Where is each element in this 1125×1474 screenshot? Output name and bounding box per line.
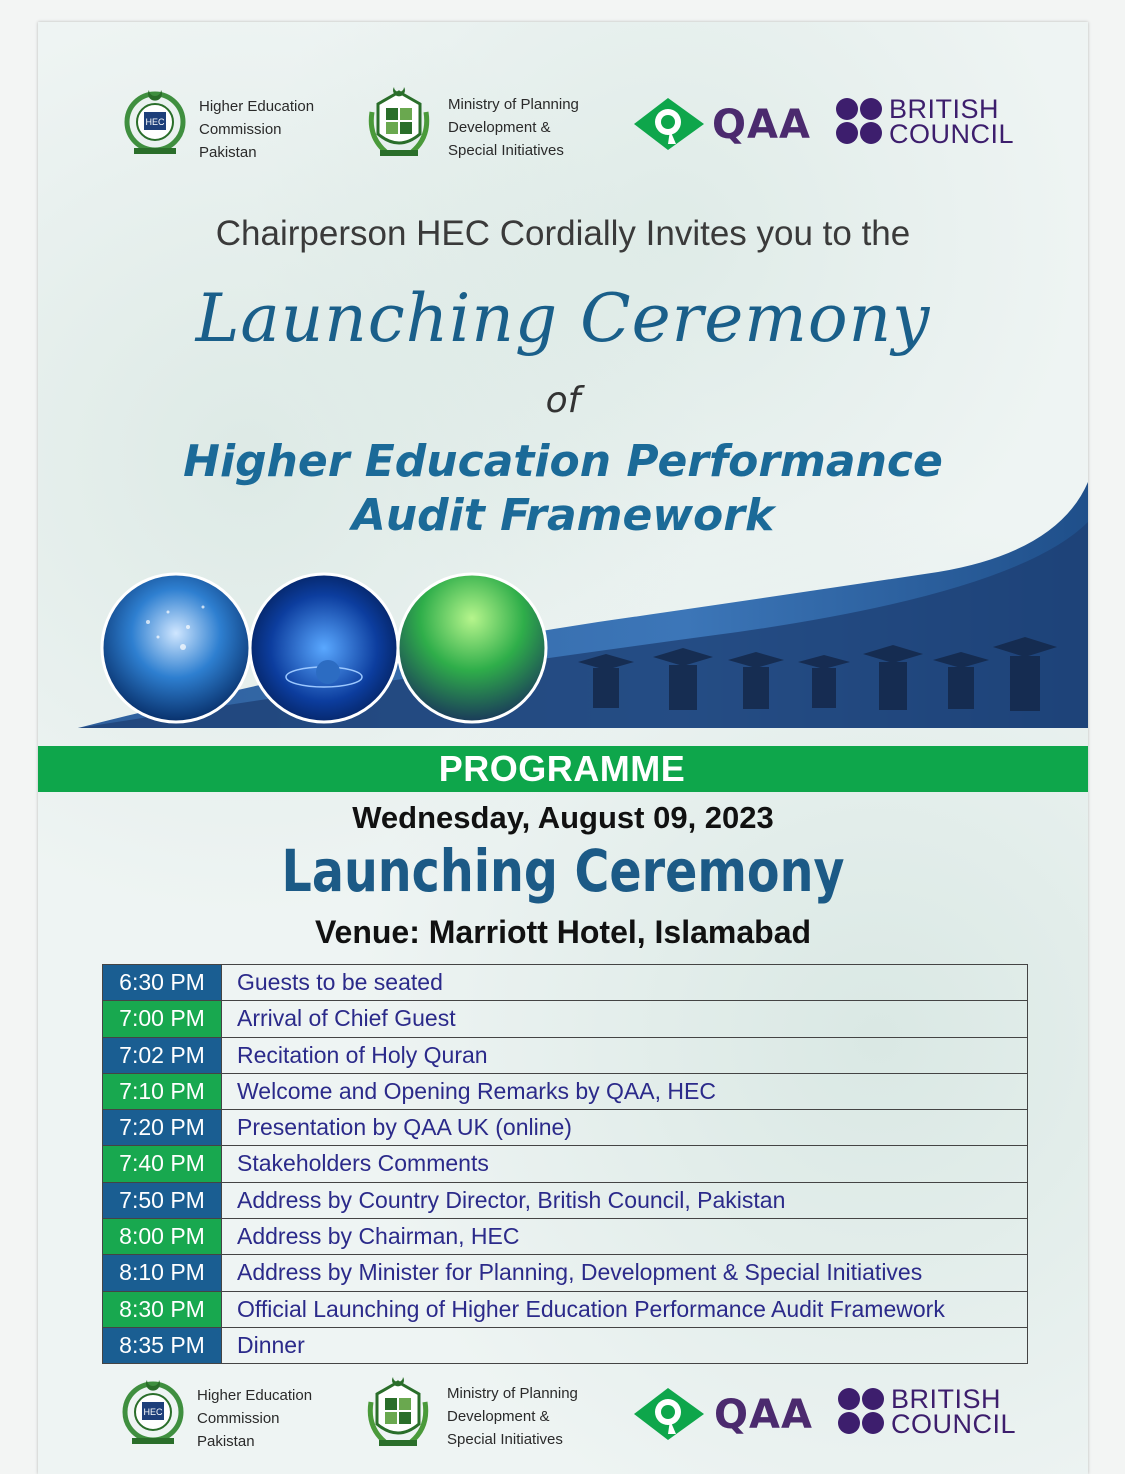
schedule-activity: Stakeholders Comments xyxy=(221,1146,1027,1181)
schedule-row xyxy=(103,1219,1027,1255)
framework-heading-line-2: Audit Framework xyxy=(351,490,775,541)
schedule-row xyxy=(103,1074,1027,1110)
ministry-emblem-icon xyxy=(365,1372,431,1450)
ministry-emblem-icon xyxy=(366,82,432,160)
schedule-row xyxy=(103,1255,1027,1291)
schedule-row xyxy=(103,965,1027,1001)
schedule-time: 7:50 PM xyxy=(103,1183,221,1218)
schedule-activity: Recitation of Holy Quran xyxy=(221,1038,1027,1073)
invitation-line: Chairperson HEC Cordially Invites you to the xyxy=(215,214,911,253)
british-council-dots-icon xyxy=(834,96,884,146)
schedule-time: 8:00 PM xyxy=(103,1219,221,1254)
svg-text:HEC: HEC xyxy=(143,1407,163,1417)
schedule-row xyxy=(103,1292,1027,1328)
hec-logo-text-bottom xyxy=(197,1384,312,1453)
logo-row-bottom xyxy=(38,1372,1088,1462)
schedule-activity: Address by Chairman, HEC xyxy=(221,1219,1027,1254)
qaa-logo-text-bottom: QAA xyxy=(714,1392,813,1438)
decorative-banner xyxy=(38,462,1088,732)
ministry-line-2: Development & xyxy=(447,1408,550,1425)
qaa-mark-icon xyxy=(630,1384,710,1444)
script-title: Launching Ceremony xyxy=(195,280,931,357)
svg-text:HEC: HEC xyxy=(145,117,165,127)
schedule-time: 7:00 PM xyxy=(103,1001,221,1036)
schedule-activity: Dinner xyxy=(221,1328,1027,1363)
hec-emblem-icon xyxy=(122,82,188,160)
ministry-logo-text xyxy=(448,93,579,162)
british-council-text xyxy=(889,94,1015,149)
schedule-time: 8:10 PM xyxy=(103,1255,221,1290)
programme-title: Launching Ceremony xyxy=(281,837,845,905)
hec-line-1: Higher Education xyxy=(199,98,315,115)
schedule-row xyxy=(103,1183,1027,1219)
orb-image-1 xyxy=(102,574,250,722)
programme-banner: PROGRAMME xyxy=(38,746,1088,792)
bc-line-2: COUNCIL xyxy=(891,1409,1017,1439)
schedule-row xyxy=(103,1328,1027,1363)
schedule-activity: Welcome and Opening Remarks by QAA, HEC xyxy=(221,1074,1027,1109)
event-date: Wednesday, August 09, 2023 xyxy=(352,800,774,835)
bc-line-2: COUNCIL xyxy=(889,119,1015,149)
invitation-card xyxy=(38,22,1088,1474)
ministry-line-1: Ministry of Planning xyxy=(448,96,579,113)
schedule-activity: Presentation by QAA UK (online) xyxy=(221,1110,1027,1145)
hec-logo-text xyxy=(199,95,314,164)
british-council-text-bottom xyxy=(891,1384,1017,1439)
ministry-line-2: Development & xyxy=(448,119,551,136)
hec-line-3: Pakistan xyxy=(197,1433,255,1450)
bc-line-1: BRITISH xyxy=(889,94,1000,124)
orb-image-3 xyxy=(398,574,546,722)
qaa-mark-icon xyxy=(630,94,710,154)
ministry-line-3: Special Initiatives xyxy=(448,142,564,159)
hec-emblem-icon xyxy=(120,1372,186,1450)
hec-line-2: Commission xyxy=(197,1410,280,1427)
hec-line-2: Commission xyxy=(199,121,282,138)
hec-line-1: Higher Education xyxy=(197,1387,313,1404)
ministry-line-3: Special Initiatives xyxy=(447,1431,563,1448)
schedule-row xyxy=(103,1110,1027,1146)
event-venue: Venue: Marriott Hotel, Islamabad xyxy=(314,914,812,950)
schedule-activity: Official Launching of Higher Education Performance Audit Framework xyxy=(221,1292,1027,1327)
schedule-time: 8:35 PM xyxy=(103,1328,221,1363)
schedule-row xyxy=(103,1146,1027,1182)
of-word: of xyxy=(545,380,581,421)
schedule-time: 7:02 PM xyxy=(103,1038,221,1073)
schedule-activity: Arrival of Chief Guest xyxy=(221,1001,1027,1036)
hec-line-3: Pakistan xyxy=(199,144,257,161)
schedule-row xyxy=(103,1001,1027,1037)
schedule-activity: Address by Country Director, British Council, Pakistan xyxy=(221,1183,1027,1218)
ministry-line-1: Ministry of Planning xyxy=(447,1385,578,1402)
bc-line-1: BRITISH xyxy=(891,1384,1002,1414)
british-council-dots-icon xyxy=(836,1386,886,1436)
ministry-logo-text-bottom xyxy=(447,1382,578,1451)
framework-heading-line-1: Higher Education Performance xyxy=(183,436,943,487)
schedule-activity: Guests to be seated xyxy=(221,965,1027,1000)
schedule-table xyxy=(102,964,1028,1364)
schedule-time: 7:10 PM xyxy=(103,1074,221,1109)
orb-image-2 xyxy=(250,574,398,722)
schedule-time: 8:30 PM xyxy=(103,1292,221,1327)
qaa-logo-text: QAA xyxy=(712,102,811,148)
schedule-time: 7:40 PM xyxy=(103,1146,221,1181)
schedule-time: 7:20 PM xyxy=(103,1110,221,1145)
schedule-row xyxy=(103,1038,1027,1074)
logo-row-top xyxy=(38,82,1088,172)
schedule-activity: Address by Minister for Planning, Development & Special Initiatives xyxy=(221,1255,1027,1290)
schedule-time: 6:30 PM xyxy=(103,965,221,1000)
